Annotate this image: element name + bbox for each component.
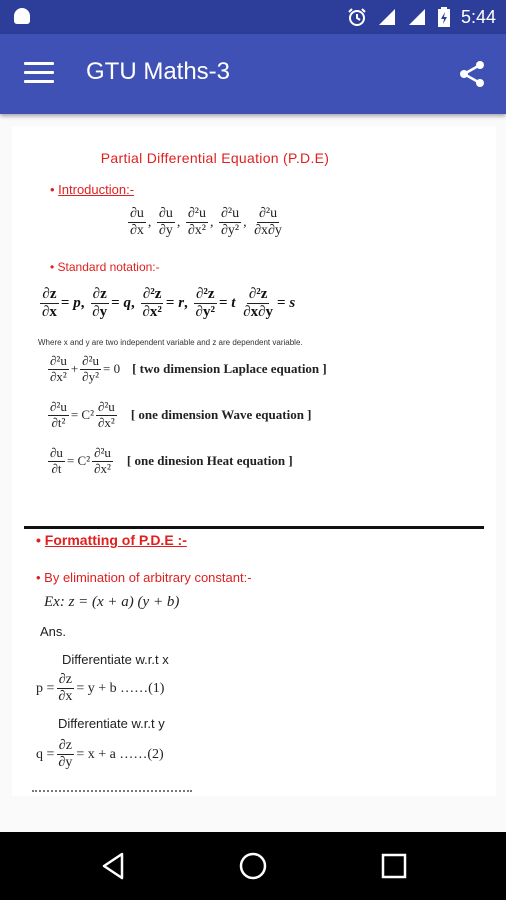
document-page[interactable] [12,126,496,796]
standard-notation-equation: $\frac{\partial z}{\partial x}$ = p, $\frac{\partial z}{\partial y}$ = q, $\frac{\text{∂²z}}{\text{∂x²}}$ = r, $\frac{\text{∂²z}}{\text{∂y²}}$ = t $\frac{\text{∂²z}}{\partial x\partial y}$ = s [42,286,296,321]
alarm-icon [347,7,367,27]
home-icon[interactable] [237,850,269,882]
laplace-equation: $\frac{\text{∂²u}}{\text{∂x²}}$ + $\frac{\text{∂²u}}{\text{∂y²}}$ = 0 [ two dimension Laplace equation ] [50,353,327,384]
app-bar [0,34,506,114]
wifi-icon [407,7,427,27]
answer-label: Ans. [40,624,67,639]
back-icon[interactable] [98,850,130,882]
navigation-bar [0,832,506,900]
variables-note: Where x and y are two independent variable and z are dependent variable. [38,338,303,347]
differentiate-y-text: Differentiate w.r.t y [58,716,165,731]
menu-icon[interactable] [24,62,54,86]
share-icon[interactable] [456,58,488,90]
app-title: GTU Maths-3 [86,58,231,85]
example-equation: Ex: z = (x + a) (y + b) [44,594,180,610]
formatting-heading: • Formatting of P.D.E :- [36,532,187,548]
section-divider [24,526,484,529]
status-time: 5:44 [460,6,496,27]
p-equation: p = $\frac{\partial z}{\partial x}$ = y + b ……(1) [36,672,165,705]
intro-heading: • Introduction:- [50,182,135,197]
heat-equation: $\frac{\partial u}{\partial t}$ = C² $\frac{\text{∂²u}}{\text{∂x²}}$ [ one dinesion Heat equation ] [50,445,293,476]
cut-off-line [32,790,192,793]
recents-icon[interactable] [378,850,410,882]
differentiate-x-text: Differentiate w.r.t x [62,652,169,667]
intro-equation: $\frac{\partial u}{\partial x}$ , $\frac{\partial u}{\partial y}$ , $\frac{\text{∂²u}}{\text{∂x²}}$ , $\frac{\text{∂²u}}{\text{∂y²}}$ , $\frac{\text{∂²u}}{\partial x\partial y}$ [130,206,282,239]
battery-icon [437,6,451,28]
elimination-heading: • By elimination of arbitrary constant:- [36,570,252,585]
signal-icon [377,7,397,27]
status-bar [0,0,506,34]
android-icon [14,8,30,24]
wave-equation: $\frac{\text{∂²u}}{\text{∂t²}}$ = C² $\frac{\text{∂²u}}{\text{∂x²}}$ [ one dimension Wave equation ] [50,399,312,430]
standard-notation-heading: • Standard notation:- [50,260,160,274]
document-title: Partial Differential Equation (P.D.E) [100,150,330,166]
q-equation: q = $\frac{\partial z}{\partial y}$ = x + a ……(2) [36,738,164,771]
